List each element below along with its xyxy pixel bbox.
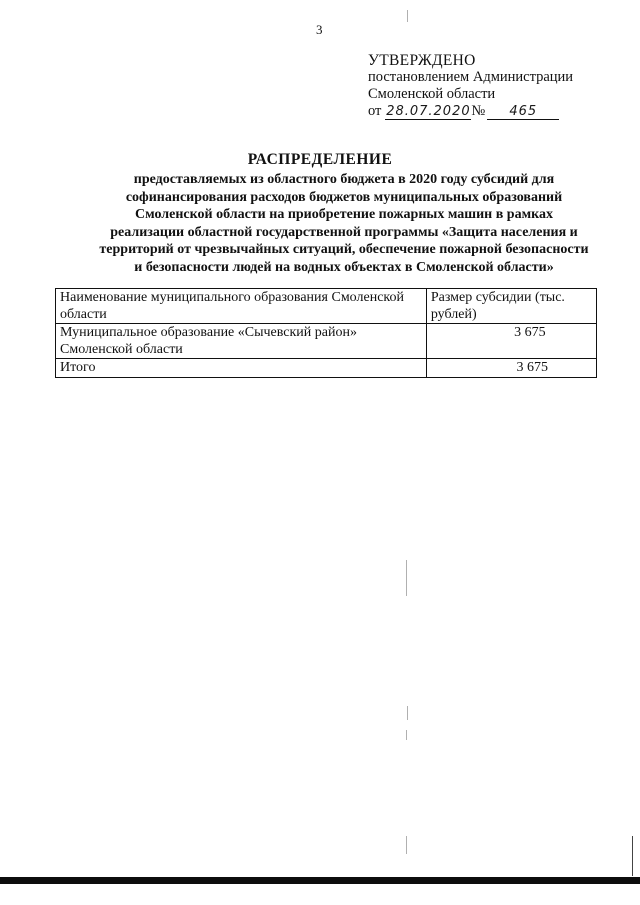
from-label: от bbox=[368, 103, 382, 119]
scan-artifact bbox=[407, 10, 408, 22]
scan-artifact bbox=[406, 730, 407, 740]
scan-artifact bbox=[406, 560, 407, 596]
approval-stamp-block bbox=[368, 52, 573, 120]
approval-line-resolution: постановлением Администрации bbox=[368, 69, 574, 85]
subtitle-line: реализации областной государственной программы «Защита населения и bbox=[110, 224, 578, 240]
subtitle-line: предоставляемых из областного бюджета в 2020 году субсидий для bbox=[133, 172, 555, 187]
table-row bbox=[56, 324, 597, 359]
subtitle-line: и безопасности людей на водных объектах в Смоленской области» bbox=[134, 259, 554, 275]
scan-artifact bbox=[407, 706, 408, 720]
scan-artifact bbox=[406, 836, 407, 854]
table-header-row bbox=[56, 289, 597, 324]
subtitle-line: территорий от чрезвычайных ситуаций, обеспечение пожарной безопасности bbox=[99, 242, 589, 258]
municipality-name: Муниципальное образование «Сычевский район» Смоленской области bbox=[56, 324, 427, 359]
header-subsidy-amount: Размер субсидии (тыс. рублей) bbox=[426, 289, 596, 324]
table-total-row bbox=[56, 359, 597, 378]
handwritten-date: 28.07.2020 bbox=[386, 104, 471, 119]
number-label: № bbox=[471, 103, 486, 119]
total-amount: 3 675 bbox=[426, 359, 596, 378]
subsidy-amount: 3 675 bbox=[426, 324, 596, 359]
subtitle-line: софинансирования расходов бюджетов муниципальных образований bbox=[125, 189, 563, 205]
approval-line-region: Смоленской области bbox=[368, 86, 496, 102]
page-number: 3 bbox=[316, 22, 323, 37]
document-subtitle bbox=[82, 171, 606, 277]
scan-bottom-edge bbox=[0, 877, 640, 884]
approved-heading: УТВЕРЖДЕНО bbox=[368, 52, 476, 69]
header-municipality: Наименование муниципального образования Смоленской области bbox=[56, 289, 427, 324]
total-label: Итого bbox=[56, 359, 427, 378]
document-title: РАСПРЕДЕЛЕНИЕ bbox=[247, 151, 393, 168]
approval-date-number-line bbox=[368, 103, 573, 120]
subtitle-line: Смоленской области на приобретение пожарных машин в рамках bbox=[135, 207, 553, 223]
scan-artifact bbox=[632, 836, 633, 876]
handwritten-number: 465 bbox=[487, 104, 559, 120]
subsidy-distribution-table bbox=[55, 288, 597, 378]
